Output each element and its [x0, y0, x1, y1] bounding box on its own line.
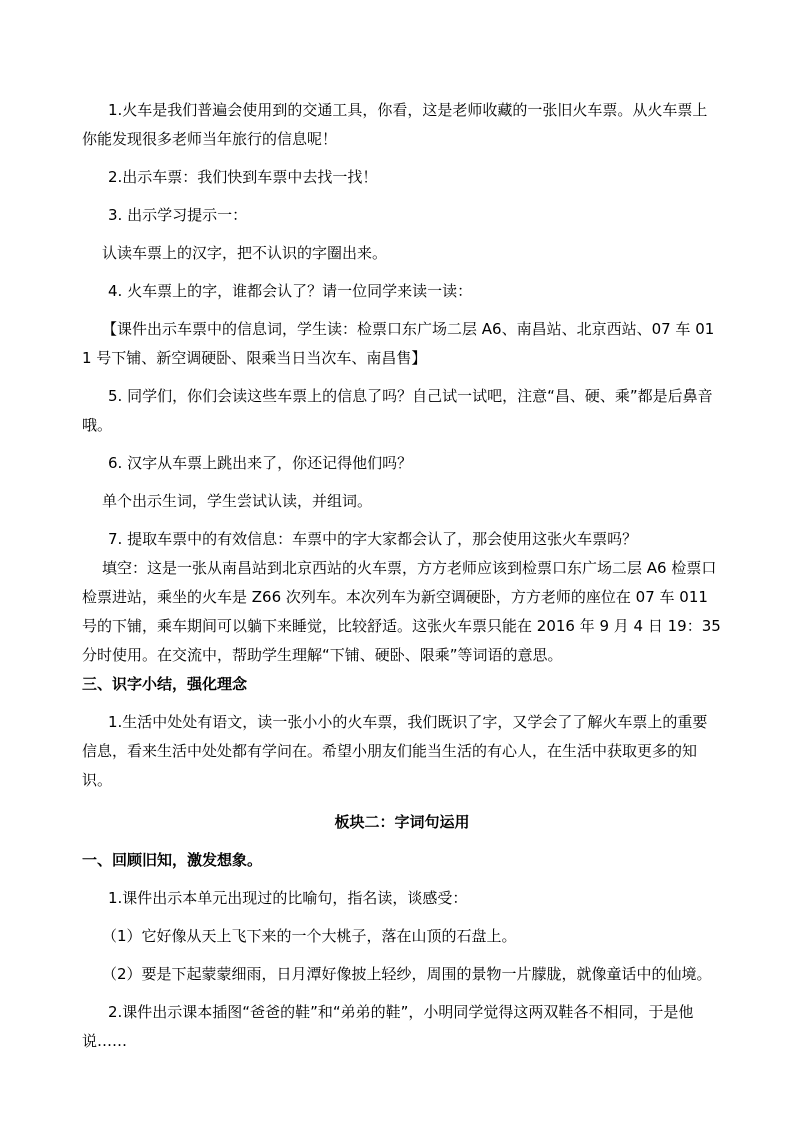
paragraph-life-chinese: 1.生活中处处有语文，读一张小小的火车票，我们既识了字，又学会了了解火车票上的重要信息，看来生活中处处都有学问在。希望小朋友们能当生活的有心人，在生活中获取更多的知识。 [82, 713, 708, 789]
paragraph-new-words: 单个出示生词，学生尝试认读，并组词。 [102, 492, 373, 510]
paragraph-shoes-illustration: 2.课件出示课本插图“爸爸的鞋”和“弟弟的鞋”，小明同学觉得这两双鞋各不相同，于是他说…… [82, 1003, 694, 1050]
paragraph-read-aloud: 4. 火车票上的字，谁都会认了？请一位同学来读一读： [108, 282, 473, 300]
paragraph-courseware-words: 【课件出示车票中的信息词，学生读：检票口东广场二层 A6、南昌站、北京西站、07 车 011 号下铺、新空调硬卧、限乘当日当次车、南昌售】 [82, 320, 715, 367]
paragraph-jump-out: 6. 汉字从车票上跳出来了，你还记得他们吗？ [108, 454, 413, 472]
document-page [82, 96, 722, 1056]
heading-literacy-summary: 三、识字小结，强化理念 [82, 675, 248, 693]
paragraph-extract-info: 7. 提取车票中的有效信息：车票中的字大家都会认了，那会使用这张火车票吗？ [108, 530, 638, 548]
paragraph-fill-blank: 填空：这是一张从南昌站到北京西站的火车票，方方老师应该到检票口东广场二层 A6 检票口检票进站，乘坐的火车是 Z66 次列车。本次列车为新空调硬卧，方方老师的座位在 07 车 011 号的下铺，乘车期间可以躺下来睡觉，比较舒适。这张火车票只能在 2016 年 9 月 4 日 19：35 分时使用。在交流中，帮助学生理解“下铺、硬卧、限乘”等词语的意思。 [82, 559, 721, 664]
paragraph-learning-tip: 3. 出示学习提示一： [108, 206, 248, 224]
paragraph-show-ticket: 2.出示车票：我们快到车票中去找一找！ [108, 168, 378, 186]
paragraph-metaphor-sentences: 1.课件出示本单元出现过的比喻句，指名读，谈感受： [108, 889, 468, 907]
section-title: 板块二：字词句运用 [334, 813, 470, 831]
paragraph-example-1: （1）它好像从天上飞下来的一个大桃子，落在山顶的石盘上。 [102, 927, 517, 945]
paragraph-nasal-sounds: 5. 同学们，你们会读这些车票上的信息了吗？自己试一试吧，注意“昌、硬、乘”都是后鼻音哦。 [82, 387, 713, 434]
paragraph-train-ticket-intro: 1.火车是我们普遍会使用到的交通工具，你看，这是老师收藏的一张旧火车票。从火车票上你能发现很多老师当年旅行的信息呢！ [82, 101, 708, 148]
heading-review: 一、回顾旧知，激发想象。 [82, 851, 263, 869]
paragraph-example-2: （2）要是下起蒙蒙细雨，日月潭好像披上轻纱，周围的景物一片朦胧，就像童话中的仙境。 [102, 965, 712, 983]
paragraph-recognize-characters: 认读车票上的汉字，把不认识的字圈出来。 [102, 244, 388, 262]
